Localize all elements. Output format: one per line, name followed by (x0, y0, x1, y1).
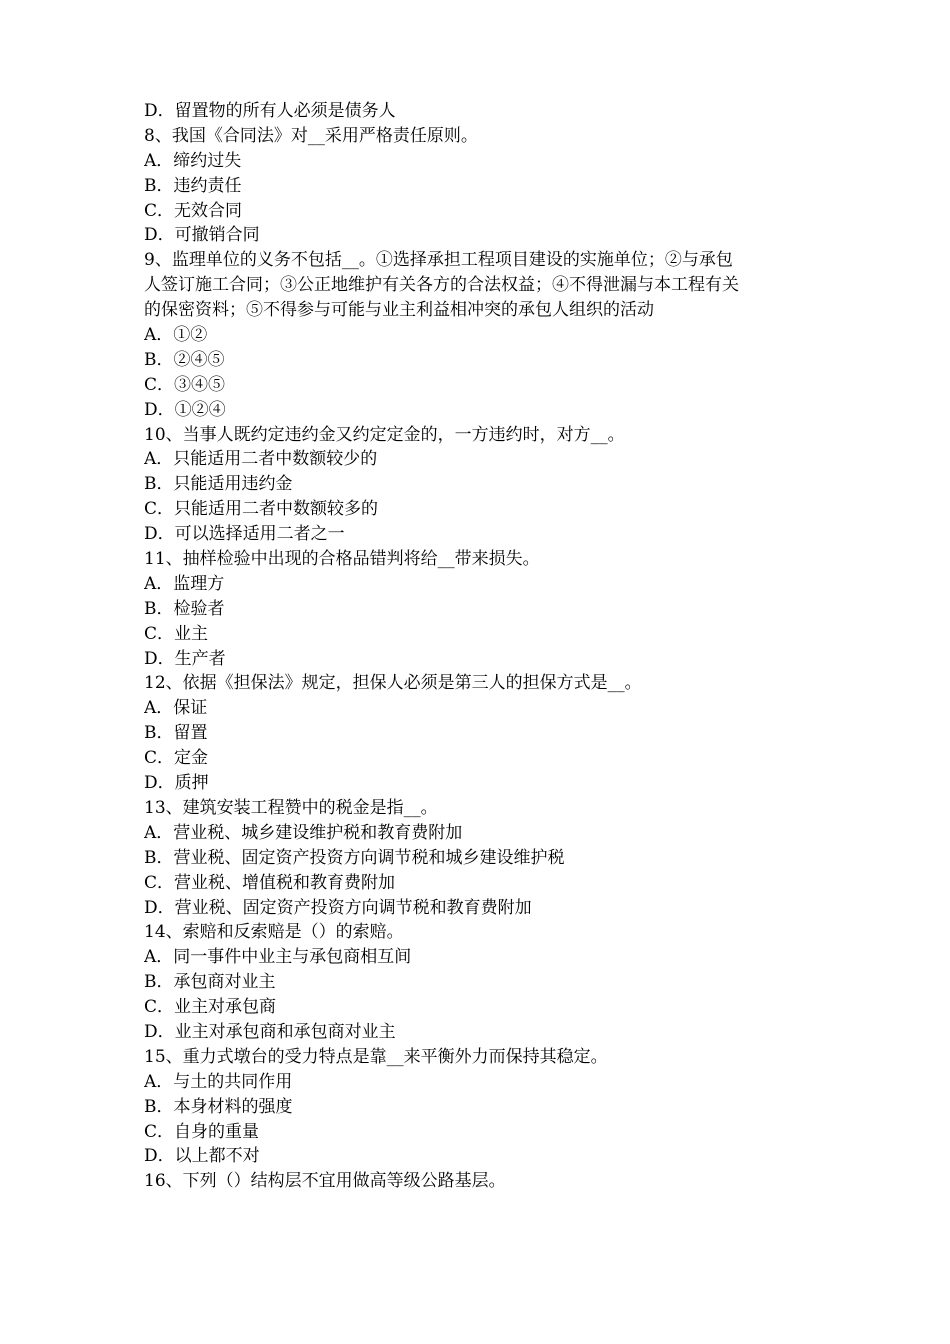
answer-option: C．只能适用二者中数额较多的 (144, 499, 379, 520)
question-stem: 15、重力式墩台的受力特点是靠__来平衡外力而保持其稳定。 (144, 1046, 608, 1067)
answer-option: C．定金 (144, 748, 209, 769)
answer-option: B．承包商对业主 (144, 972, 276, 993)
answer-option: D．可撤销合同 (144, 225, 260, 246)
answer-option: C．自身的重量 (144, 1121, 260, 1142)
answer-option: D．可以选择适用二者之一 (144, 524, 345, 545)
answer-option: D．生产者 (144, 648, 226, 669)
question-stem: 8、我国《合同法》对__采用严格责任原则。 (144, 125, 478, 146)
answer-option: D．以上都不对 (144, 1146, 260, 1167)
question-stem: 13、建筑安装工程赞中的税金是指__。 (144, 797, 438, 818)
answer-option: A．同一事件中业主与承包商相互间 (144, 947, 412, 968)
answer-option: A．监理方 (144, 573, 225, 594)
question-stem: 14、索赔和反索赔是（）的索赔。 (144, 922, 404, 943)
answer-option: B．本身材料的强度 (144, 1096, 293, 1117)
document-page (144, 99, 810, 1194)
answer-option: B．检验者 (144, 598, 225, 619)
answer-option: C．③④⑤ (144, 374, 226, 395)
question-stem: 9、监理单位的义务不包括__。①选择承担工程项目建设的实施单位；②与承包 (144, 250, 733, 271)
question-stem: 12、依据《担保法》规定，担保人必须是第三人的担保方式是__。 (144, 673, 642, 694)
answer-option: D．业主对承包商和承包商对业主 (144, 1021, 396, 1042)
answer-option: A．营业税、城乡建设维护税和教育费附加 (144, 822, 463, 843)
answer-option: A．只能适用二者中数额较少的 (144, 449, 378, 470)
answer-option: D．留置物的所有人必须是债务人 (144, 101, 396, 121)
question-stem: 10、当事人既约定违约金又约定定金的，一方违约时，对方__。 (144, 424, 625, 445)
answer-option: D．质押 (144, 773, 209, 794)
answer-option: B．只能适用违约金 (144, 474, 293, 495)
question-stem: 11、抽样检验中出现的合格品错判将给__带来损失。 (144, 549, 540, 570)
answer-option: A．缔约过失 (144, 150, 242, 171)
question-stem-continuation: 人签订施工合同；③公正地维护有关各方的合法权益；④不得泄漏与本工程有关 (144, 275, 739, 296)
answer-option: A．①② (144, 325, 208, 346)
answer-option: C．营业税、增值税和教育费附加 (144, 872, 396, 893)
answer-option: C．无效合同 (144, 200, 243, 221)
answer-option: B．违约责任 (144, 175, 242, 196)
answer-option: D．营业税、固定资产投资方向调节税和教育费附加 (144, 897, 532, 918)
answer-option: A．与土的共同作用 (144, 1071, 293, 1092)
answer-option: D．①②④ (144, 399, 226, 420)
answer-option: B．留置 (144, 723, 208, 744)
question-stem-continuation: 的保密资料；⑤不得参与可能与业主利益相冲突的承包人组织的活动 (144, 300, 654, 321)
answer-option: C．业主 (144, 623, 209, 644)
answer-option: B．营业税、固定资产投资方向调节税和城乡建设维护税 (144, 847, 565, 868)
answer-option: A．保证 (144, 698, 208, 719)
answer-option: B．②④⑤ (144, 349, 225, 370)
answer-option: C．业主对承包商 (144, 997, 277, 1018)
question-stem: 16、下列（）结构层不宜用做高等级公路基层。 (144, 1171, 506, 1192)
